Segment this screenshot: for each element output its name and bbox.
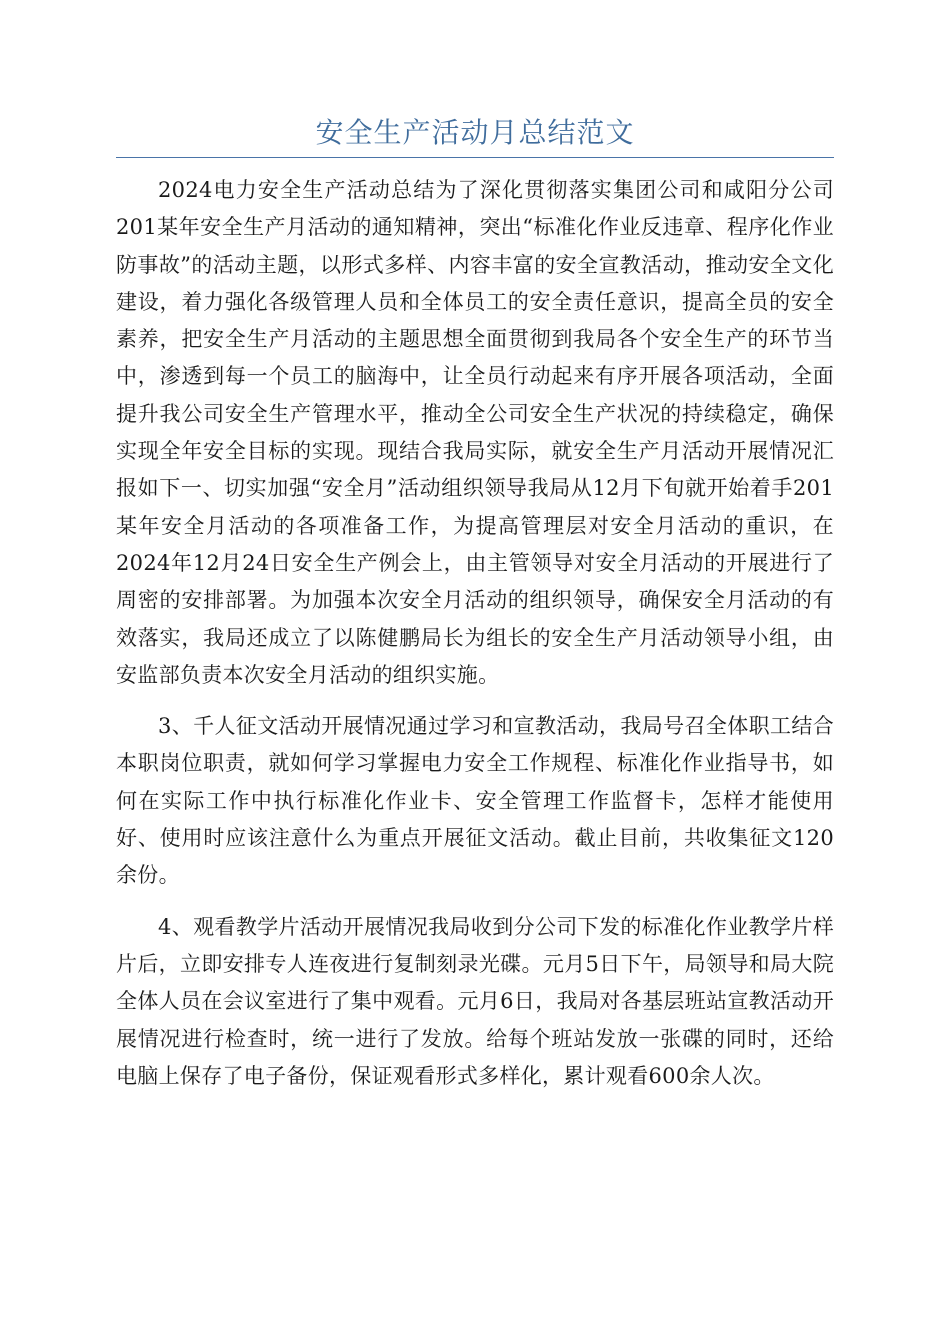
paragraph-1: 2024电力安全生产活动总结为了深化贯彻落实集团公司和咸阳分公司201某年安全生产月活动的通知精神，突出“标准化作业反违章、程序化作业防事故”的活动主题，以形式多样、内容丰富的安全宣教活动，推动安全文化建设，着力强化各级管理人员和全体员工的安全责任意识，提高全员的安全素养，把安全生产月活动的主题思想全面贯彻到我局各个安全生产的环节当中，渗透到每一个员工的脑海中，让全员行动起来有序开展各项活动，全面提升我公司安全生产管理水平，推动全公司安全生产状况的持续稳定，确保实现全年安全目标的实现。现结合我局实际，就安全生产月活动开展情况汇报如下一、切实加强“安全月”活动组织领导我局从12月下旬就开始着手201某年安全月活动的各项准备工作，为提高管理层对安全月活动的重识，在2024年12月24日安全生产例会上，由主管领导对安全月活动的开展进行了周密的安排部署。为加强本次安全月活动的组织领导，确保安全月活动的有效落实，我局还成立了以陈健鹏局长为组长的安全生产月活动领导小组，由安监部负责本次安全月活动的组织实施。	[116, 178, 834, 687]
document-title: 安全生产活动月总结范文	[315, 116, 635, 149]
paragraph-2: 3、千人征文活动开展情况通过学习和宣教活动，我局号召全体职工结合本职岗位职责，就如何学习掌握电力安全工作规程、标准化作业指导书，如何在实际工作中执行标准化作业卡、安全管理工作监督卡，怎样才能使用好、使用时应该注意什么为重点开展征文活动。截止目前，共收集征文120余份。	[116, 714, 834, 888]
paragraph-3: 4、观看教学片活动开展情况我局收到分公司下发的标准化作业教学片样片后，立即安排专人连夜进行复制刻录光碟。元月5日下午，局领导和局大院全体人员在会议室进行了集中观看。元月6日，我局对各基层班站宣教活动开展情况进行检查时，统一进行了发放。给每个班站发放一张碟的同时，还给电脑上保存了电子备份，保证观看形式多样化，累计观看600余人次。	[116, 914, 834, 1088]
title-underline	[116, 157, 834, 158]
document-body	[116, 172, 834, 1095]
